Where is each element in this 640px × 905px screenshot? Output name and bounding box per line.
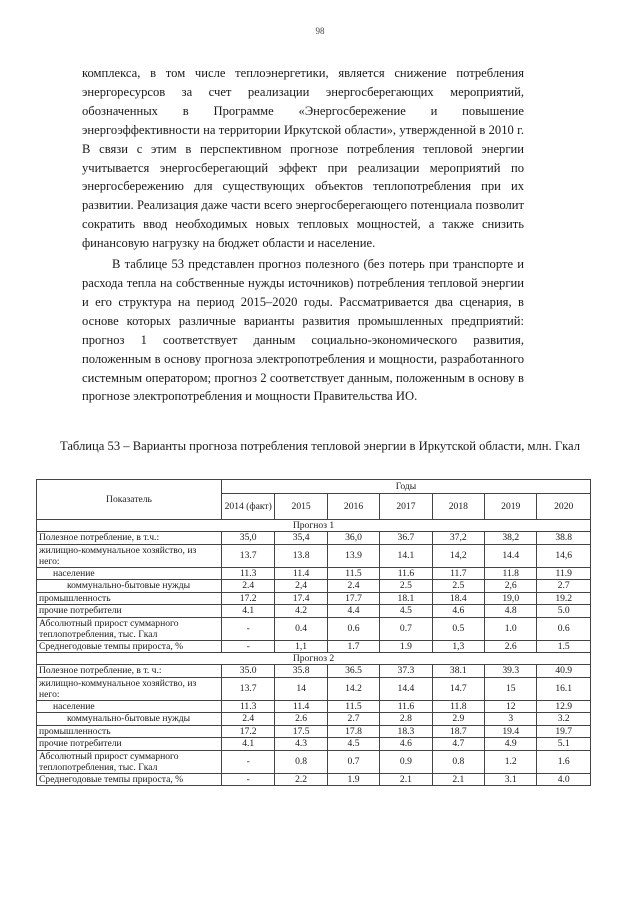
row-label: Полезное потребление, в т. ч.:: [37, 665, 222, 678]
section-title: Прогноз 2: [37, 653, 591, 665]
row-value: 12: [485, 700, 537, 713]
header-years: Годы: [221, 480, 590, 494]
row-value: 3.1: [485, 773, 537, 786]
row-label: промышленность: [37, 592, 222, 605]
row-value: 4.3: [275, 738, 327, 751]
table-row: [37, 544, 591, 567]
row-value: 0.4: [275, 617, 327, 640]
row-value: 2.2: [275, 773, 327, 786]
section-row: [37, 520, 591, 532]
year-header: 2019: [485, 494, 537, 520]
year-header: 2020: [537, 494, 591, 520]
row-value: 1,3: [432, 640, 484, 653]
table-row: [37, 725, 591, 738]
row-value: 14,2: [432, 544, 484, 567]
row-value: 17.2: [221, 592, 274, 605]
row-value: 11.7: [432, 567, 484, 580]
table-row: [37, 700, 591, 713]
table-row: [37, 665, 591, 678]
year-header: 2014 (факт): [221, 494, 274, 520]
row-label: прочие потребители: [37, 605, 222, 618]
row-value: 5.0: [537, 605, 591, 618]
table-row: [37, 580, 591, 593]
row-value: 14.4: [380, 677, 432, 700]
row-value: 18.7: [432, 725, 484, 738]
row-value: 4.6: [380, 738, 432, 751]
row-label: коммунально-бытовые нужды: [37, 580, 222, 593]
row-value: 4.1: [221, 605, 274, 618]
row-label: Полезное потребление, в т.ч.:: [37, 532, 222, 545]
paragraph-2: В таблице 53 представлен прогноз полезного (без потерь при транспорте и расхода тепла на собственные нужды источников) потребления тепловой энергии и его структура на период 2015–2020 годы. Рассматривается два сценария, в основе которых различные варианты развития промышленных предприятий: прогноз 1 соответствует данным социально-экономического развития, положенным в основу прогноза электропотребления и мощности, разработанного системным оператором; прогноз 2 соответствует данным, положенным в основу в прогнозе электропотребления и мощности Правительства ИО.: [82, 257, 524, 404]
row-value: 2.6: [485, 640, 537, 653]
row-value: 11.8: [432, 700, 484, 713]
row-value: 2.7: [537, 580, 591, 593]
row-label: коммунально-бытовые нужды: [37, 713, 222, 726]
row-value: 4.8: [485, 605, 537, 618]
row-value: 35.8: [275, 665, 327, 678]
row-value: 11.8: [485, 567, 537, 580]
row-value: 0.7: [327, 750, 379, 773]
year-header: 2017: [380, 494, 432, 520]
table-header-row: [37, 480, 591, 494]
year-header: 2018: [432, 494, 484, 520]
row-value: 11.3: [221, 567, 274, 580]
row-value: 0.8: [275, 750, 327, 773]
row-value: 16.1: [537, 677, 591, 700]
row-value: -: [221, 750, 274, 773]
row-value: 0.7: [380, 617, 432, 640]
row-value: 14.7: [432, 677, 484, 700]
body-text: [82, 64, 524, 406]
row-value: 17.4: [275, 592, 327, 605]
row-value: 4.2: [275, 605, 327, 618]
row-value: 5.1: [537, 738, 591, 751]
row-value: 0.6: [327, 617, 379, 640]
section-row: [37, 653, 591, 665]
row-value: 36.7: [380, 532, 432, 545]
row-value: 11.6: [380, 700, 432, 713]
row-value: 19.2: [537, 592, 591, 605]
row-value: 11.5: [327, 567, 379, 580]
row-label: прочие потребители: [37, 738, 222, 751]
row-value: 11.3: [221, 700, 274, 713]
table-row: [37, 617, 591, 640]
row-value: 38,2: [485, 532, 537, 545]
table-row: [37, 640, 591, 653]
row-value: 3.2: [537, 713, 591, 726]
row-value: 2.5: [432, 580, 484, 593]
row-value: 0.6: [537, 617, 591, 640]
row-value: 4.5: [380, 605, 432, 618]
table-row: [37, 532, 591, 545]
row-value: 4.4: [327, 605, 379, 618]
header-indicator: Показатель: [37, 480, 222, 520]
row-value: 2.5: [380, 580, 432, 593]
table-row: [37, 567, 591, 580]
row-value: 17.8: [327, 725, 379, 738]
row-value: 15: [485, 677, 537, 700]
row-value: 0.5: [432, 617, 484, 640]
forecast-table: [36, 479, 591, 786]
row-value: 2,4: [275, 580, 327, 593]
row-value: 37.3: [380, 665, 432, 678]
row-value: 4.1: [221, 738, 274, 751]
row-value: 19.4: [485, 725, 537, 738]
row-value: 13.7: [221, 677, 274, 700]
row-value: 19.7: [537, 725, 591, 738]
row-value: 2.4: [221, 580, 274, 593]
table-row: [37, 605, 591, 618]
row-value: 35,0: [221, 532, 274, 545]
row-label: Среднегодовые темпы прироста, %: [37, 640, 222, 653]
row-value: 1.9: [380, 640, 432, 653]
row-value: 14.1: [380, 544, 432, 567]
section-title: Прогноз 1: [37, 520, 591, 532]
row-value: 1.6: [537, 750, 591, 773]
row-value: 4.0: [537, 773, 591, 786]
row-value: 13.7: [221, 544, 274, 567]
row-value: 4.7: [432, 738, 484, 751]
row-value: 2,6: [485, 580, 537, 593]
row-value: 3: [485, 713, 537, 726]
table-row: [37, 713, 591, 726]
table-caption: Таблица 53 – Варианты прогноза потребления тепловой энергии в Иркутской области, млн. Гкал: [59, 439, 581, 453]
table-row: [37, 750, 591, 773]
row-value: 2.1: [432, 773, 484, 786]
row-value: 38.8: [537, 532, 591, 545]
year-header: 2015: [275, 494, 327, 520]
row-value: 18.4: [432, 592, 484, 605]
row-value: 14: [275, 677, 327, 700]
row-value: 36,0: [327, 532, 379, 545]
row-value: 14.4: [485, 544, 537, 567]
year-header: 2016: [327, 494, 379, 520]
row-value: 18.1: [380, 592, 432, 605]
row-value: 40.9: [537, 665, 591, 678]
row-value: 12.9: [537, 700, 591, 713]
row-value: 36.5: [327, 665, 379, 678]
row-value: 18.3: [380, 725, 432, 738]
row-value: 1.7: [327, 640, 379, 653]
row-label: Абсолютный прирост суммарного теплопотребления, тыс. Гкал: [37, 617, 222, 640]
row-value: 11.4: [275, 567, 327, 580]
row-value: 11.5: [327, 700, 379, 713]
row-value: 2.7: [327, 713, 379, 726]
row-value: 35.0: [221, 665, 274, 678]
row-value: 4.9: [485, 738, 537, 751]
row-value: 1,1: [275, 640, 327, 653]
row-value: 11.9: [537, 567, 591, 580]
table-row: [37, 738, 591, 751]
row-label: Абсолютный прирост суммарного теплопотребления, тыс. Гкал: [37, 750, 222, 773]
row-value: 19,0: [485, 592, 537, 605]
row-value: 37,2: [432, 532, 484, 545]
row-value: 13.8: [275, 544, 327, 567]
row-value: 4.5: [327, 738, 379, 751]
row-value: 2.4: [327, 580, 379, 593]
row-value: 2.4: [221, 713, 274, 726]
row-label: жилищно-коммунальное хозяйство, из него:: [37, 544, 222, 567]
table-row: [37, 677, 591, 700]
table-row: [37, 592, 591, 605]
table-body: [37, 520, 591, 786]
row-value: 38.1: [432, 665, 484, 678]
row-value: 39.3: [485, 665, 537, 678]
row-value: 1.0: [485, 617, 537, 640]
row-value: 2.6: [275, 713, 327, 726]
row-value: -: [221, 640, 274, 653]
row-value: 35,4: [275, 532, 327, 545]
row-value: 0.9: [380, 750, 432, 773]
row-value: 0.8: [432, 750, 484, 773]
row-value: 2.9: [432, 713, 484, 726]
row-value: 17.2: [221, 725, 274, 738]
row-value: 14.2: [327, 677, 379, 700]
paragraph-1: комплекса, в том числе теплоэнергетики, является снижение потребления энергоресурсов за счет реализации энергосберегающих мероприятий, обозначенных в Программе «Энергосбережение и повышение энергоэффективности на территории Иркутской области», утвержденной в 2010 г. В связи с этим в перспективном прогнозе потребления тепловой энергии учитывается энергосберегающий эффект при реализации мероприятий по энергосбережению для существующих объектов теплопотребления при их развитии. Реализация даже части всего энергосберегающего потенциала позволит сократить ввод необходимых новых тепловых мощностей, а также снизить финансовую нагрузку на бюджет области и население.: [82, 66, 524, 251]
row-value: 17.7: [327, 592, 379, 605]
row-value: 1.9: [327, 773, 379, 786]
row-label: Среднегодовые темпы прироста, %: [37, 773, 222, 786]
row-value: 11.6: [380, 567, 432, 580]
row-value: -: [221, 617, 274, 640]
row-value: -: [221, 773, 274, 786]
row-value: 4.6: [432, 605, 484, 618]
row-value: 11.4: [275, 700, 327, 713]
row-value: 14,6: [537, 544, 591, 567]
row-value: 13.9: [327, 544, 379, 567]
row-label: население: [37, 567, 222, 580]
row-value: 2.1: [380, 773, 432, 786]
row-value: 1.2: [485, 750, 537, 773]
row-label: промышленность: [37, 725, 222, 738]
table-row: [37, 773, 591, 786]
page-number: 98: [315, 26, 325, 36]
row-label: население: [37, 700, 222, 713]
row-value: 17.5: [275, 725, 327, 738]
row-value: 2.8: [380, 713, 432, 726]
row-value: 1.5: [537, 640, 591, 653]
row-label: жилищно-коммунальное хозяйство, из него:: [37, 677, 222, 700]
